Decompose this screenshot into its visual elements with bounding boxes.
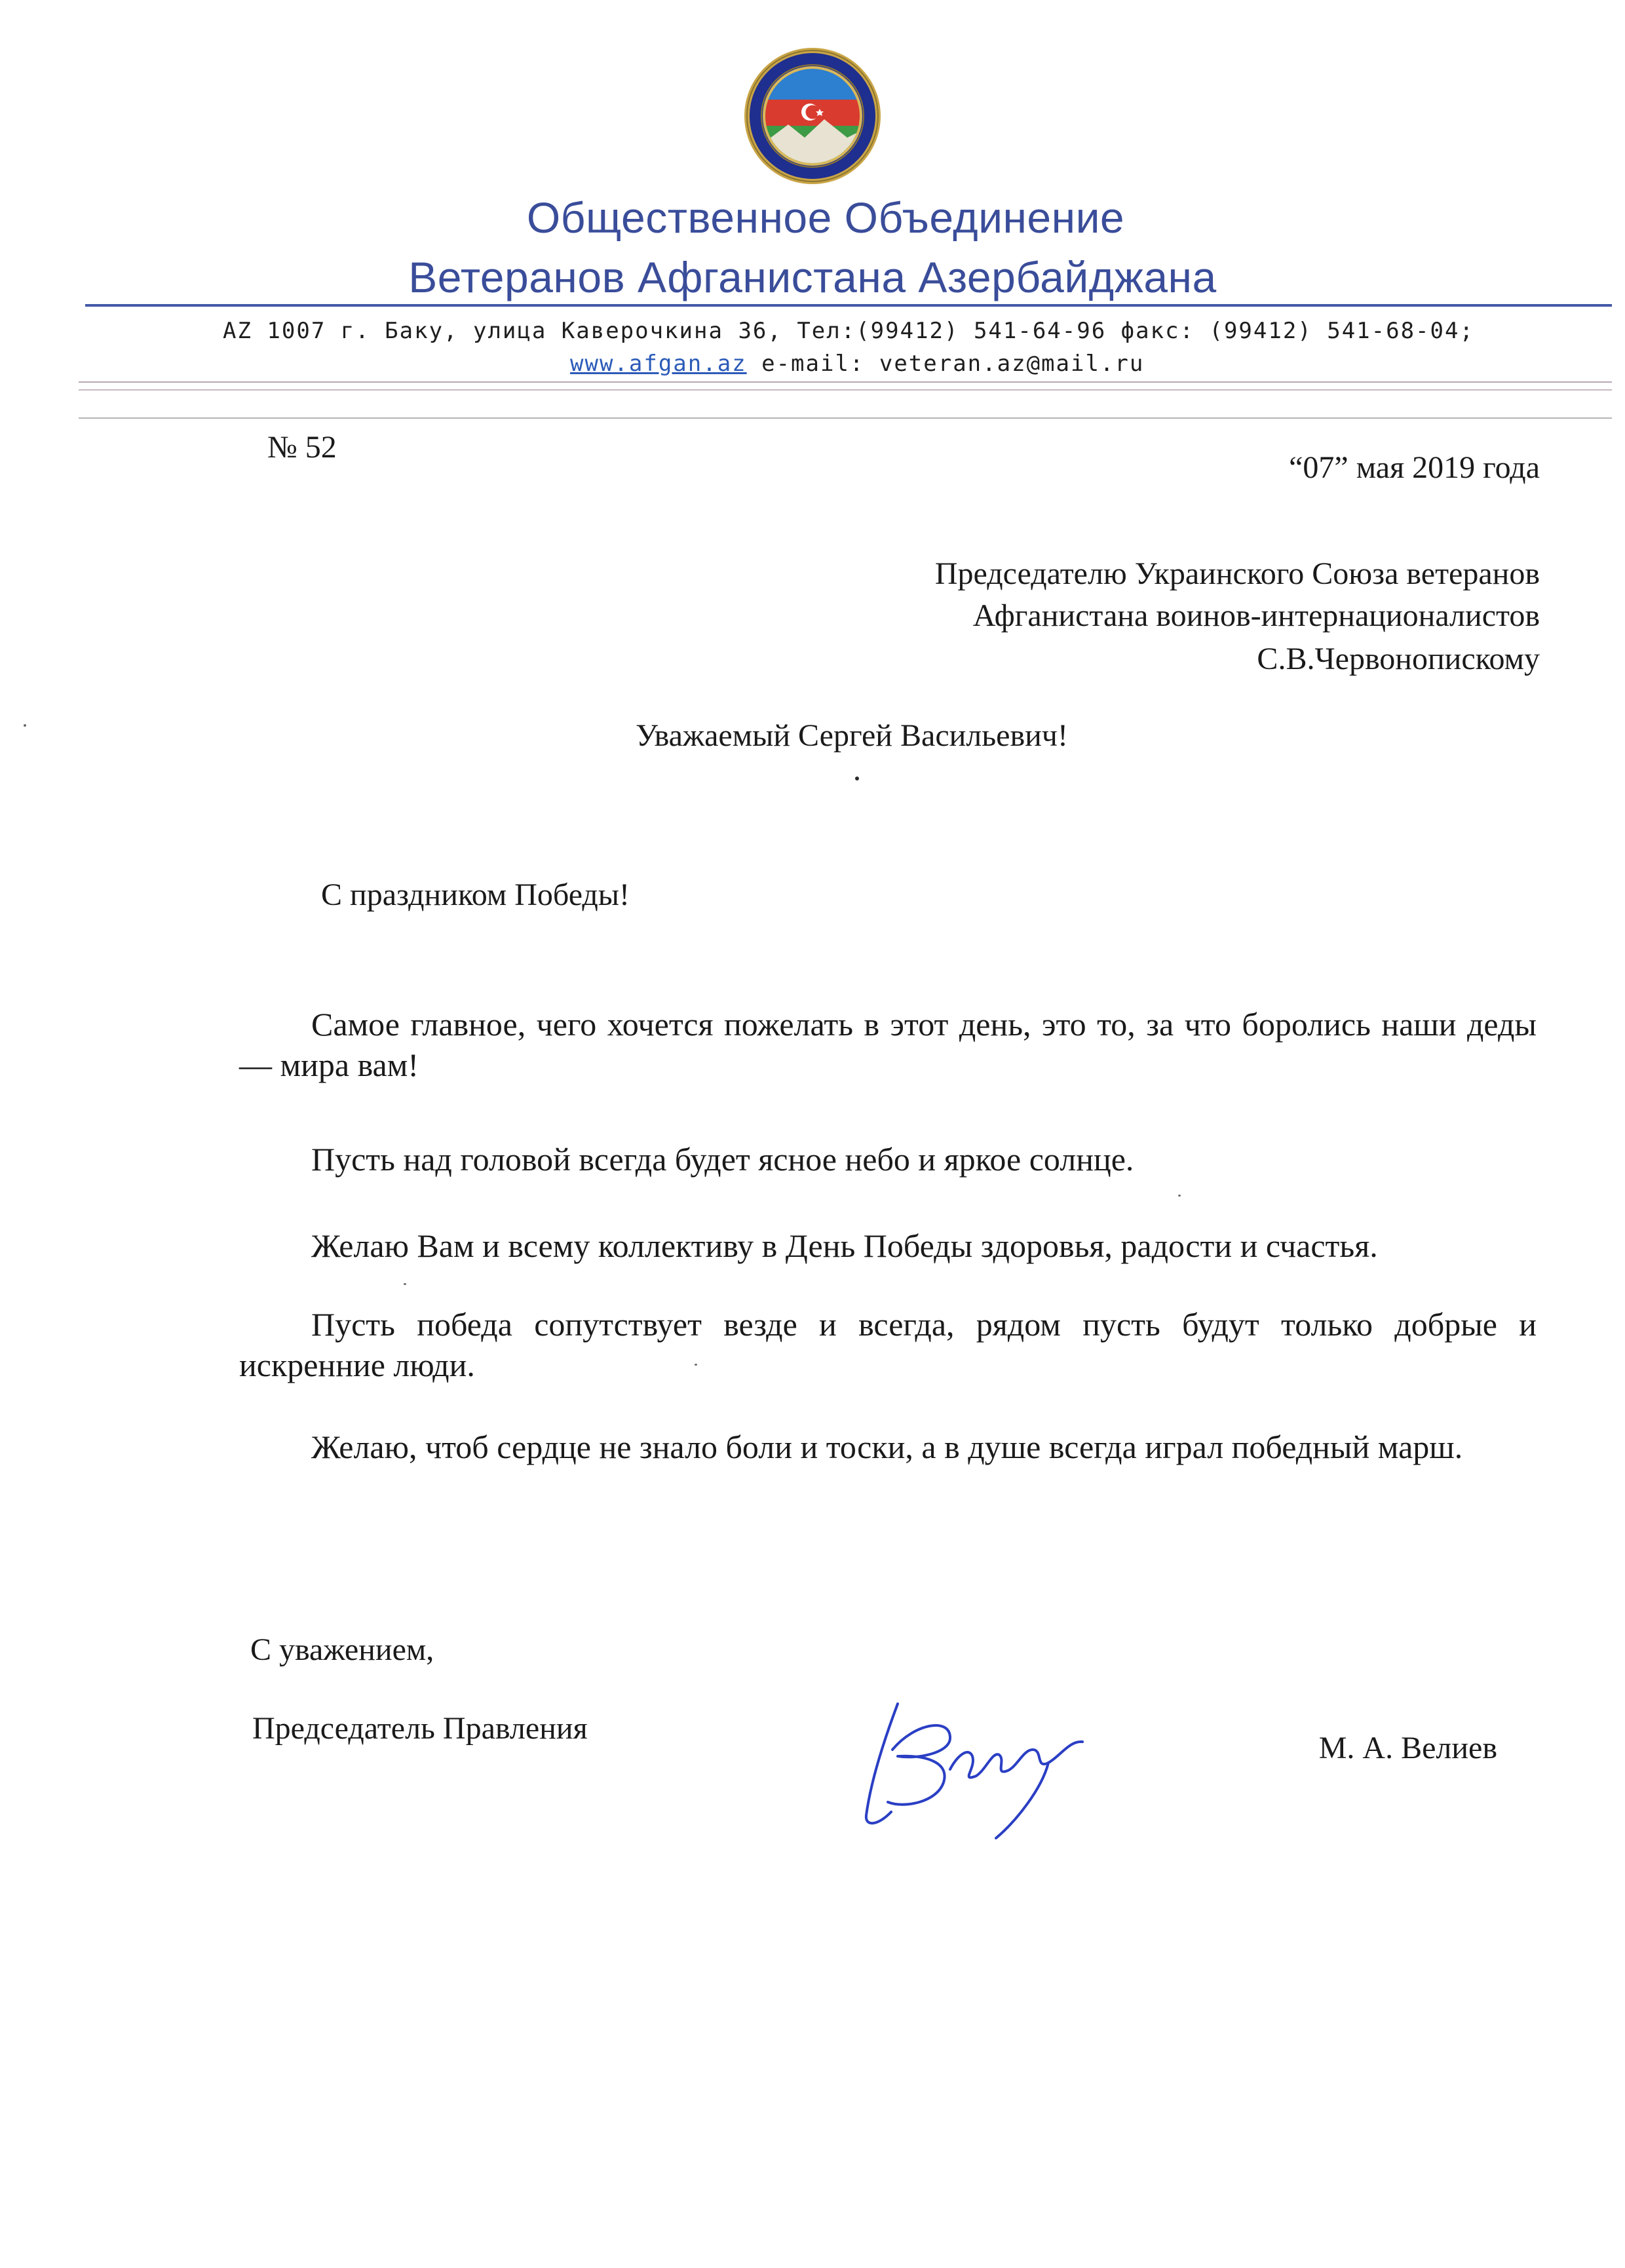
scan-speck <box>24 724 26 727</box>
stray-dot <box>855 777 859 780</box>
scan-speck <box>695 1364 697 1366</box>
scan-speck <box>1178 1195 1181 1197</box>
closing: С уважением, <box>250 1632 434 1667</box>
email-text: e-mail: veteran.az@mail.ru <box>746 351 1145 377</box>
website-link[interactable]: www.afgan.az <box>570 351 747 377</box>
letterhead-rule-2 <box>79 389 1612 391</box>
handwritten-signature-icon <box>852 1678 1101 1841</box>
addressee-line-3: С.В.Червонопискому <box>1257 642 1540 676</box>
organization-name-line-1: Общественное Объединение <box>526 193 1125 242</box>
document-number: № 52 <box>267 430 337 465</box>
body-paragraph: Пусть победа сопутствует везде и всегда, рядом пусть будут только добрые и искренние люди. <box>239 1306 1537 1383</box>
letterhead-rule-1 <box>79 381 1612 383</box>
body-paragraph: Пусть над головой всегда будет ясное небо и яркое солнце. <box>311 1141 1134 1178</box>
body-paragraph: Самое главное, чего хочется пожелать в этот день, это то, за что боролись наши деды — мира вам! <box>239 1006 1537 1083</box>
web-email-line <box>0 351 1625 377</box>
salutation: Уважаемый Сергей Васильевич! <box>636 718 1068 753</box>
body-paragraph: Желаю Вам и всему коллективу в День Победы здоровья, радости и счастья. <box>311 1227 1378 1264</box>
addressee-line-1: Председателю Украинского Союза ветеранов <box>934 556 1540 591</box>
address-line: AZ 1007 г. Баку, улица Каверочкина 36, Тел:(99412) 541-64-96 факс: (99412) 541-68-04; <box>223 318 1474 344</box>
organization-name-line-2: Ветеранов Афганистана Азербайджана <box>408 253 1217 301</box>
body-paragraph: Желаю, чтоб сердце не знало боли и тоски, а в душе всегда играл победный марш. <box>311 1429 1463 1465</box>
letterhead-divider <box>85 304 1612 307</box>
greeting: С праздником Победы! <box>321 877 630 912</box>
scan-speck <box>404 1283 406 1285</box>
letterhead-rule-3 <box>79 417 1612 419</box>
signatory-name: М. А. Велиев <box>1318 1731 1497 1765</box>
addressee-line-2: Афганистана воинов-интернационалистов <box>972 598 1540 633</box>
circular-emblem-icon <box>742 46 883 186</box>
document-date: “07” мая 2019 года <box>1289 450 1540 485</box>
signatory-position: Председатель Правления <box>252 1711 588 1746</box>
